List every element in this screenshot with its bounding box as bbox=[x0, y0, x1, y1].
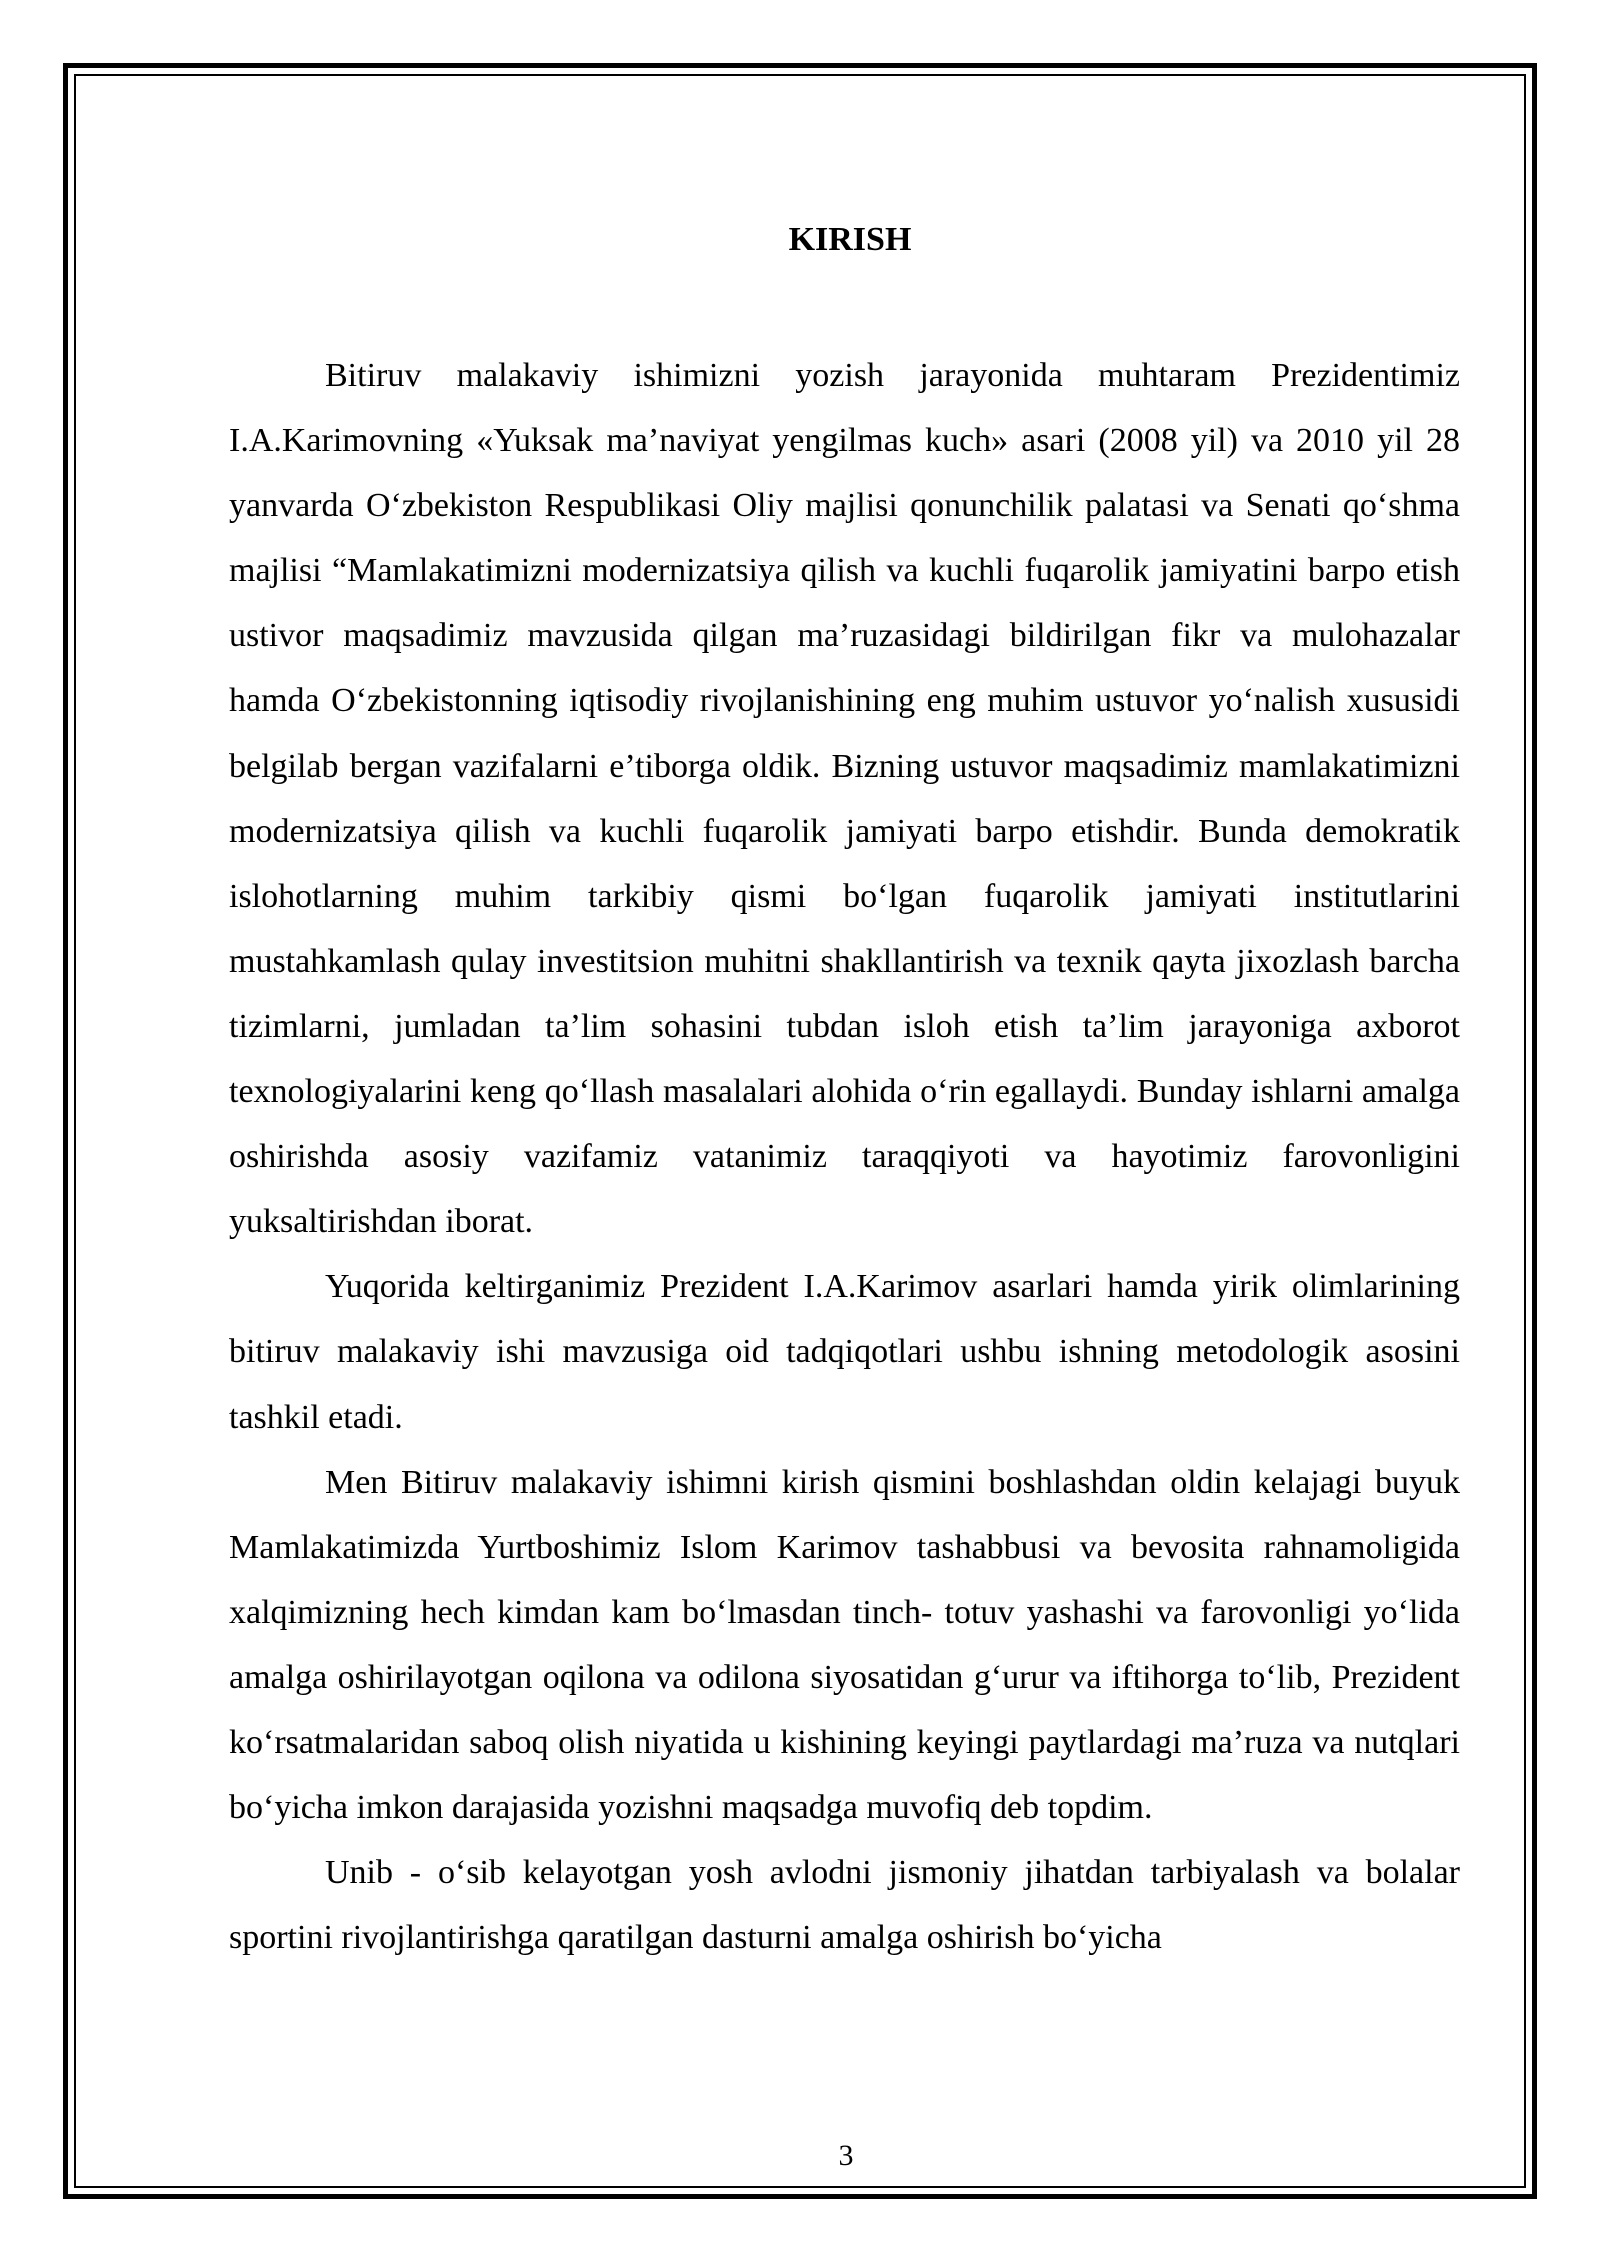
page-number: 3 bbox=[838, 2139, 854, 2172]
paragraph: Unib - o‘sib kelayotgan yosh avlodni jismoniy jihatdan tarbiyalash va bolalar sportini rivojlantirishga qaratilgan dasturni amalga oshirish bo‘yicha bbox=[229, 1854, 1460, 1957]
paragraph: Men Bitiruv malakaviy ishimni kirish qismini boshlashdan oldin kelajagi buyuk Mamlakatimizda Yurtboshimiz Islom Karimov tashabbusi va bevosita rahnamoligida xalqimizning hech kimdan kam bo‘lmasdan tinch- totuv yashashi va farovonligi yo‘lida amalga oshirilayotgan oqilona va odilona siyosatidan g‘urur va iftihorga to‘lib, Prezident ko‘rsatmalaridan saboq olish niyatida u kishining keyingi paytlardagi ma’ruza va nutqlari bo‘yicha imkon darajasida yozishni maqsadga muvofiq deb topdim. bbox=[229, 1463, 1460, 1827]
page-title: KIRISH bbox=[788, 221, 912, 258]
document-body bbox=[229, 343, 1460, 1970]
paragraph: Bitiruv malakaviy ishimizni yozish jarayonida muhtaram Prezidentimiz I.A.Karimovning «Yuksak ma’naviyat yengilmas kuch» asari (2008 yil) va 2010 yil 28 yanvarda O‘zbekiston Respublikasi Oliy majlisi qonunchilik palatasi va Senati qo‘shma majlisi “Mamlakatimizni modernizatsiya qilish va kuchli fuqarolik jamiyatini barpo etish ustivor maqsadimiz mavzusida qilgan ma’ruzasidagi bildirilgan fikr va mulohazalar hamda O‘zbekistonning iqtisodiy rivojlanishining eng muhim ustuvor yo‘nalish xususidi belgilab bergan vazifalarni e’tiborga oldik. Bizning ustuvor maqsadimiz mamlakatimizni modernizatsiya qilish va kuchli fuqarolik jamiyati barpo etishdir. Bunda demokratik islohotlarning muhim tarkibiy qismi bo‘lgan fuqarolik jamiyati institutlarini mustahkamlash qulay investitsion muhitni shakllantirish va texnik qayta jixozlash barcha tizimlarni, jumladan ta’lim sohasini tubdan isloh etish ta’lim jarayoniga axborot texnologiyalarini keng qo‘llash masalalari alohida o‘rin egallaydi. Bunday ishlarni amalga oshirishda asosiy vazifamiz vatanimiz taraqqiyoti va hayotimiz farovonligini yuksaltirishdan iborat. bbox=[229, 357, 1460, 1241]
paragraph: Yuqorida keltirganimiz Prezident I.A.Karimov asarlari hamda yirik olimlarining bitiruv malakaviy ishi mavzusiga oid tadqiqotlari ushbu ishning metodologik asosini tashkil etadi. bbox=[229, 1268, 1460, 1436]
